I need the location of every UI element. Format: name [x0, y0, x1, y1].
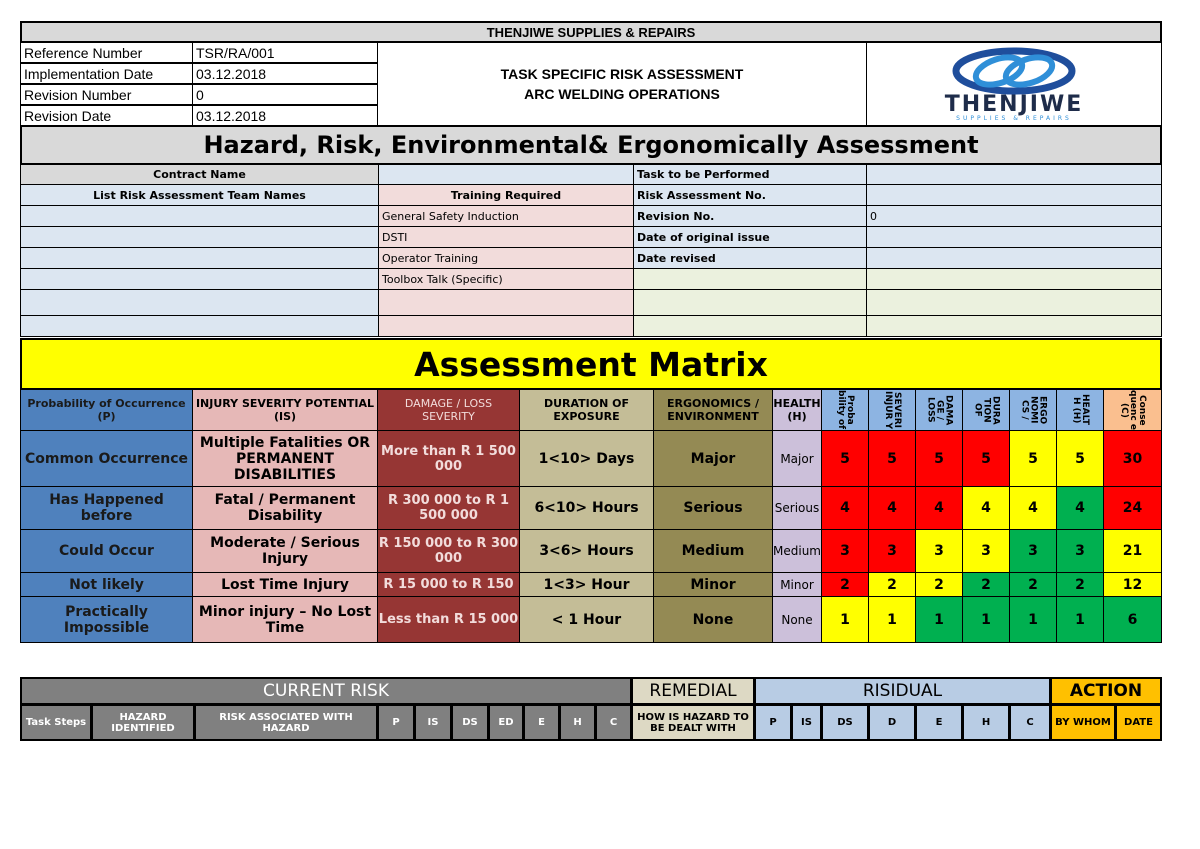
- matrix-row-damage: Less than R 15 000: [377, 596, 520, 643]
- training-item: Toolbox Talk (Specific): [378, 268, 634, 290]
- score-cell: 1: [1056, 596, 1104, 643]
- training-required-label: Training Required: [378, 184, 634, 206]
- score-cell: 2: [821, 572, 869, 597]
- v-ergonomics-header: [1009, 389, 1057, 431]
- blank-field[interactable]: [866, 315, 1162, 337]
- document-title: [377, 42, 867, 126]
- col-residual-ds: DS: [821, 704, 869, 741]
- score-cell: 4: [868, 486, 916, 530]
- col-c: C: [595, 704, 632, 741]
- col-p: P: [377, 704, 415, 741]
- v-severity-header: [868, 389, 916, 431]
- matrix-row-duration: 1<10> Days: [519, 430, 654, 487]
- v-duration-header: [962, 389, 1010, 431]
- team-name-field[interactable]: [20, 247, 379, 269]
- doc-value: 03.12.2018: [192, 105, 378, 126]
- col-is: IS: [414, 704, 452, 741]
- training-item[interactable]: [378, 289, 634, 316]
- matrix-row-probability: Could Occur: [20, 529, 193, 573]
- score-cell: 4: [915, 486, 963, 530]
- logo-mark-icon: [949, 47, 1079, 95]
- blank-field[interactable]: [866, 289, 1162, 316]
- matrix-row-duration: 6<10> Hours: [519, 486, 654, 530]
- score-cell: 3: [1056, 529, 1104, 573]
- score-cell: 2: [868, 572, 916, 597]
- consequence-cell: 6: [1103, 596, 1162, 643]
- v-ergonomics-text: ERGO NOMI CS /: [1019, 395, 1048, 425]
- score-cell: 2: [962, 572, 1010, 597]
- matrix-row-probability: Has Happened before: [20, 486, 193, 530]
- team-name-field[interactable]: [20, 268, 379, 290]
- consequence-cell: 21: [1103, 529, 1162, 573]
- col-date: DATE: [1115, 704, 1162, 741]
- remedial-header: REMEDIAL: [631, 677, 755, 705]
- matrix-row-ergonomics: Minor: [653, 572, 773, 597]
- action-header: ACTION: [1050, 677, 1162, 705]
- current-risk-header: CURRENT RISK: [20, 677, 632, 705]
- col-residual-c: C: [1009, 704, 1051, 741]
- matrix-row-health: Medium: [772, 529, 822, 573]
- consequence-cell: 30: [1103, 430, 1162, 487]
- matrix-row-injury: Fatal / Permanent Disability: [192, 486, 378, 530]
- v-severity-text: SEVERI INJUR Y: [883, 390, 902, 430]
- v-consequence-text: Conse quenc e (C): [1119, 390, 1147, 430]
- score-cell: 3: [915, 529, 963, 573]
- matrix-row-duration: 1<3> Hour: [519, 572, 654, 597]
- probability-header: Probability of Occurrence (P): [20, 389, 193, 431]
- blank-field[interactable]: [866, 268, 1162, 290]
- task-label: Date of original issue: [633, 226, 867, 248]
- score-cell: 3: [868, 529, 916, 573]
- score-cell: 2: [1056, 572, 1104, 597]
- assessment-matrix: [20, 389, 1162, 655]
- task-label: Date revised: [633, 247, 867, 269]
- doc-value: 0: [192, 84, 378, 105]
- score-cell: 4: [821, 486, 869, 530]
- col-residual-p: P: [754, 704, 792, 741]
- training-item[interactable]: [378, 315, 634, 337]
- contract-name-value[interactable]: [378, 164, 634, 185]
- v-health-header: [1056, 389, 1104, 431]
- score-cell: 5: [821, 430, 869, 487]
- company-logo: [866, 42, 1162, 126]
- matrix-row-health: None: [772, 596, 822, 643]
- v-damage-text: DAMA GE / LOSS: [925, 394, 954, 426]
- doc-value: TSR/RA/001: [192, 42, 378, 63]
- score-cell: 4: [962, 486, 1010, 530]
- doc-label: Reference Number: [20, 42, 193, 63]
- matrix-row-duration: 3<6> Hours: [519, 529, 654, 573]
- score-cell: 1: [915, 596, 963, 643]
- score-cell: 4: [1056, 486, 1104, 530]
- col-residual-h: H: [962, 704, 1010, 741]
- score-cell: 3: [1009, 529, 1057, 573]
- task-label: Revision No.: [633, 205, 867, 227]
- blank-field[interactable]: [633, 268, 867, 290]
- team-name-field[interactable]: [20, 289, 379, 316]
- matrix-row-damage: R 300 000 to R 1 500 000: [377, 486, 520, 530]
- score-cell: 2: [915, 572, 963, 597]
- col-residual-d: D: [868, 704, 916, 741]
- v-health-text: HEALT H (H): [1071, 394, 1090, 426]
- matrix-row-injury: Minor injury – No Lost Time: [192, 596, 378, 643]
- health-header: HEALTH (H): [772, 389, 822, 431]
- score-cell: 5: [962, 430, 1010, 487]
- score-cell: 3: [821, 529, 869, 573]
- document-info-table: [20, 42, 378, 126]
- score-cell: 1: [821, 596, 869, 643]
- score-cell: 5: [915, 430, 963, 487]
- training-item: Operator Training: [378, 247, 634, 269]
- duration-header: DURATION OF EXPOSURE: [519, 389, 654, 431]
- assessment-banner: Hazard, Risk, Environmental& Ergonomically Assessment: [20, 125, 1162, 165]
- col-task-steps: Task Steps: [20, 704, 92, 741]
- score-cell: 5: [868, 430, 916, 487]
- matrix-row-damage: More than R 1 500 000: [377, 430, 520, 487]
- residual-header: RISIDUAL: [754, 677, 1051, 705]
- v-duration-text: DURA TION OF: [972, 395, 1001, 425]
- score-cell: 5: [1009, 430, 1057, 487]
- team-name-field[interactable]: [20, 205, 379, 227]
- col-how: HOW IS HAZARD TO BE DEALT WITH: [631, 704, 755, 741]
- matrix-row-duration: < 1 Hour: [519, 596, 654, 643]
- info-table: [20, 164, 1162, 338]
- task-value[interactable]: [866, 184, 1162, 206]
- matrix-row-injury: Lost Time Injury: [192, 572, 378, 597]
- col-e: E: [523, 704, 560, 741]
- matrix-row-ergonomics: None: [653, 596, 773, 643]
- blank-field[interactable]: [633, 315, 867, 337]
- matrix-row-ergonomics: Serious: [653, 486, 773, 530]
- risk-register-header: [20, 677, 1162, 741]
- doc-label: Revision Number: [20, 84, 193, 105]
- matrix-row-probability: Practically Impossible: [20, 596, 193, 643]
- v-consequence-header: [1103, 389, 1162, 431]
- company-name: THENJIWE SUPPLIES & REPAIRS: [20, 21, 1162, 43]
- task-value[interactable]: [866, 247, 1162, 269]
- matrix-row-ergonomics: Major: [653, 430, 773, 487]
- col-hazard: HAZARD IDENTIFIED: [91, 704, 195, 741]
- matrix-row-health: Major: [772, 430, 822, 487]
- contract-name-label: Contract Name: [20, 164, 379, 185]
- matrix-row-health: Minor: [772, 572, 822, 597]
- matrix-title: Assessment Matrix: [20, 338, 1162, 390]
- consequence-cell: 12: [1103, 572, 1162, 597]
- task-value[interactable]: [866, 164, 1162, 185]
- score-cell: 1: [962, 596, 1010, 643]
- revision-no-value[interactable]: 0: [866, 205, 1162, 227]
- matrix-row-probability: Common Occurrence: [20, 430, 193, 487]
- damage-header: DAMAGE / LOSS SEVERITY: [377, 389, 520, 431]
- matrix-row-injury: Moderate / Serious Injury: [192, 529, 378, 573]
- logo-text: THENJIWE: [944, 91, 1084, 117]
- task-label: Task to be Performed: [633, 164, 867, 185]
- score-cell: 1: [868, 596, 916, 643]
- matrix-row-damage: R 150 000 to R 300 000: [377, 529, 520, 573]
- col-h: H: [559, 704, 596, 741]
- injury-header: INJURY SEVERITY POTENTIAL (IS): [192, 389, 378, 431]
- title-line-1: TASK SPECIFIC RISK ASSESSMENT: [500, 66, 744, 82]
- training-item: DSTI: [378, 226, 634, 248]
- col-by-whom: BY WHOM: [1050, 704, 1116, 741]
- score-cell: 2: [1009, 572, 1057, 597]
- col-ds: DS: [451, 704, 489, 741]
- consequence-cell: 24: [1103, 486, 1162, 530]
- score-cell: 4: [1009, 486, 1057, 530]
- score-cell: 3: [962, 529, 1010, 573]
- col-residual-is: IS: [791, 704, 822, 741]
- training-item: General Safety Induction: [378, 205, 634, 227]
- v-damage-header: [915, 389, 963, 431]
- blank-field[interactable]: [633, 289, 867, 316]
- ergonomics-header: ERGONOMICS / ENVIRONMENT: [653, 389, 773, 431]
- logo-subtext: SUPPLIES & REPAIRS: [956, 114, 1072, 122]
- matrix-row-health: Serious: [772, 486, 822, 530]
- v-probability-header: [821, 389, 869, 431]
- title-line-2: ARC WELDING OPERATIONS: [524, 86, 720, 102]
- matrix-row-probability: Not likely: [20, 572, 193, 597]
- matrix-row-ergonomics: Medium: [653, 529, 773, 573]
- team-name-field[interactable]: [20, 315, 379, 337]
- doc-label: Revision Date: [20, 105, 193, 126]
- doc-value: 03.12.2018: [192, 63, 378, 84]
- task-value[interactable]: [866, 226, 1162, 248]
- v-probability-text: Proba bility of: [836, 390, 855, 430]
- matrix-row-injury: Multiple Fatalities OR PERMANENT DISABILITIES: [192, 430, 378, 487]
- col-ed: ED: [488, 704, 524, 741]
- score-cell: 1: [1009, 596, 1057, 643]
- col-residual-e: E: [915, 704, 963, 741]
- team-name-field[interactable]: [20, 226, 379, 248]
- doc-label: Implementation Date: [20, 63, 193, 84]
- matrix-row-damage: R 15 000 to R 150: [377, 572, 520, 597]
- team-names-label: List Risk Assessment Team Names: [20, 184, 379, 206]
- col-risk: RISK ASSOCIATED WITH HAZARD: [194, 704, 378, 741]
- score-cell: 5: [1056, 430, 1104, 487]
- task-label: Risk Assessment No.: [633, 184, 867, 206]
